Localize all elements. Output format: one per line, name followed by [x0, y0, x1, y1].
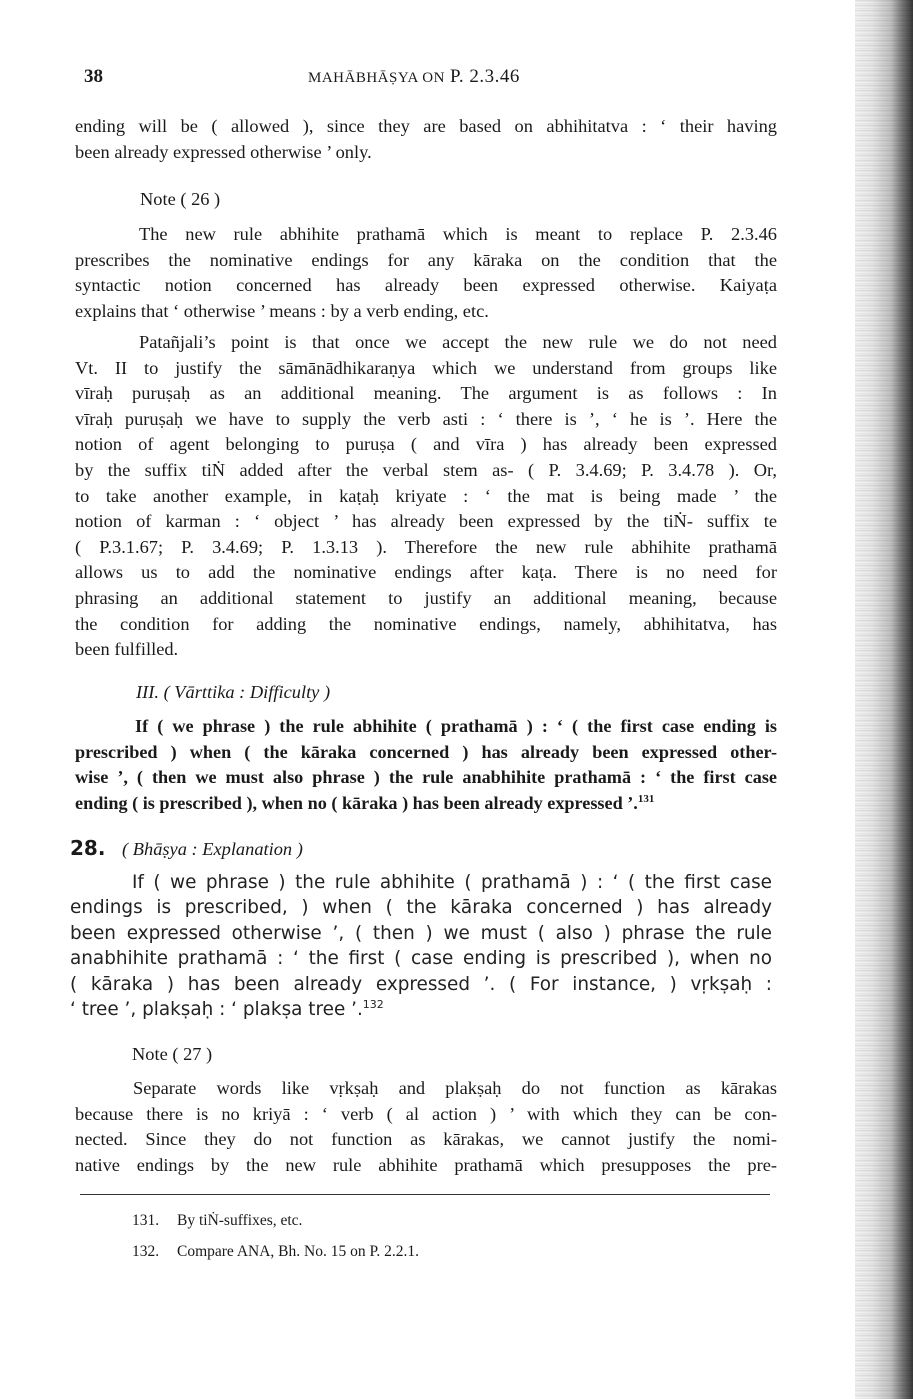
note-26-heading: Note ( 26 )	[140, 189, 221, 209]
bhasya-line: been expressed otherwise ’, ( then ) we must ( also ) phrase the rule	[70, 922, 772, 944]
paragraph-line: Patañjali’s point is that once we accept the new rule we do not need	[139, 332, 777, 352]
bhasya-line: endings is prescribed, ) when ( the kāraka concerned ) has already	[70, 897, 772, 919]
section-title: ( Bhāṣya : Explanation )	[122, 839, 303, 859]
footnote-text: Compare ANA, Bh. No. 15 on P. 2.2.1.	[177, 1243, 419, 1260]
footnote-131	[132, 1212, 302, 1230]
footnote-divider	[80, 1194, 770, 1195]
footnote-132	[132, 1243, 419, 1261]
paragraph-line: notion of agent belonging to puruṣa ( and vīra ) has already been expressed	[75, 434, 777, 455]
footnote-text: By tiṄ-suffixes, etc.	[177, 1212, 303, 1229]
bhasya-heading	[70, 836, 303, 860]
paragraph-line: by the suffix tiṄ added after the verbal stem as- ( P. 3.4.69; P. 3.4.78 ). Or,	[75, 459, 777, 480]
section-number: 28.	[70, 836, 106, 860]
paragraph-line: the condition for adding the nominative endings, namely, abhihitatva, has	[75, 613, 777, 634]
bhasya-line-text: ‘ tree ’, plakṣaḥ : ‘ plakṣa tree ’.	[70, 999, 363, 1021]
running-head	[308, 66, 520, 88]
paragraph-line: phrasing an additional statement to justify an additional meaning, because	[75, 587, 777, 608]
paragraph-line: because there is no kriyā : ‘ verb ( al action ) ’ with which they can be con-	[75, 1103, 777, 1124]
paragraph-line: notion of karman : ‘ object ’ has already been expressed by the tiṄ- suffix te	[75, 511, 777, 532]
running-head-rule: P. 2.3.46	[449, 66, 520, 87]
paragraph-line: to take another example, in kaṭaḥ kriyate : ‘ the mat is being made ’ the	[75, 485, 777, 506]
note-26-paragraph-2	[75, 330, 777, 663]
paragraph-line: explains that ‘ otherwise ’ means : by a verb ending, etc.	[75, 300, 489, 321]
varttika-line	[75, 791, 777, 817]
varttika-line: wise ’, ( then we must also phrase ) the rule anabhihite prathamā : ‘ the first case	[75, 767, 777, 787]
paragraph-line: vīraḥ puruṣaḥ we have to supply the verb asti : ‘ there is ’, ‘ he is ’. Here the	[75, 408, 777, 429]
bhasya-text	[70, 870, 772, 1022]
page-header	[84, 66, 784, 92]
paragraph-line: native endings by the new rule abhihite prathamā which presupposes the pre-	[75, 1154, 777, 1175]
varttika-line-text: ending ( is prescribed ), when no ( kāraka ) has been already expressed ’.	[75, 792, 638, 813]
bhasya-line: If ( we phrase ) the rule abhihite ( prathamā ) : ‘ ( the first case	[132, 872, 772, 893]
paragraph-line: prescribes the nominative endings for any kāraka on the condition that the	[75, 249, 777, 270]
paragraph-line: The new rule abhihite prathamā which is meant to replace P. 2.3.46	[139, 224, 777, 244]
paragraph-line: nected. Since they do not function as kārakas, we cannot justify the nomi-	[75, 1129, 777, 1150]
varttika-text	[75, 714, 777, 816]
varttika-line: If ( we phrase ) the rule abhihite ( prathamā ) : ‘ ( the first case ending is	[135, 716, 777, 736]
bhasya-line: anabhihite prathamā : ‘ the first ( case ending is prescribed ), when no	[70, 948, 772, 970]
varttika-heading: III. ( Vārttika : Difficulty )	[136, 682, 331, 702]
footnote-number: 131.	[132, 1212, 160, 1229]
intro-line: ending will be ( allowed ), since they are based on abhihitatva : ‘ their having	[75, 116, 777, 136]
note-27-paragraph	[75, 1076, 777, 1178]
note-27-heading: Note ( 27 )	[132, 1044, 213, 1064]
intro-line: been already expressed otherwise ’ only.	[75, 141, 372, 162]
book-binding-edge	[855, 0, 913, 1399]
paragraph-line: allows us to add the nominative endings after kaṭa. There is no need for	[75, 562, 777, 583]
running-head-title: MAHĀBHĀṢYA ON	[308, 70, 445, 86]
varttika-line: prescribed ) when ( the kāraka concerned ) has already been expressed other-	[75, 741, 777, 762]
footnote-ref-132: 132	[362, 997, 384, 1011]
paragraph-line: ( P.3.1.67; P. 3.4.69; P. 1.3.13 ). Therefore the new rule abhihite prathamā	[75, 536, 777, 557]
footnote-number: 132.	[132, 1243, 160, 1260]
intro-paragraph	[75, 114, 777, 165]
note-26-paragraph-1	[75, 222, 777, 324]
paragraph-line: Vt. II to justify the sāmānādhikaraṇya which we understand from groups like	[75, 357, 777, 378]
paragraph-line: vīraḥ puruṣaḥ as an additional meaning. The argument is as follows : In	[75, 383, 777, 404]
bhasya-line: ( kāraka ) has been already expressed ’. ( For instance, ) vṛkṣaḥ :	[70, 973, 772, 995]
footnote-ref-131: 131	[637, 792, 655, 805]
paragraph-line: been fulfilled.	[75, 639, 179, 660]
paragraph-line: Separate words like vṛkṣaḥ and plakṣaḥ do not function as kārakas	[133, 1078, 777, 1098]
bhasya-line	[70, 997, 772, 1022]
paragraph-line: syntactic notion concerned has already been expressed otherwise. Kaiyaṭa	[75, 275, 777, 296]
page-number: 38	[84, 66, 103, 87]
